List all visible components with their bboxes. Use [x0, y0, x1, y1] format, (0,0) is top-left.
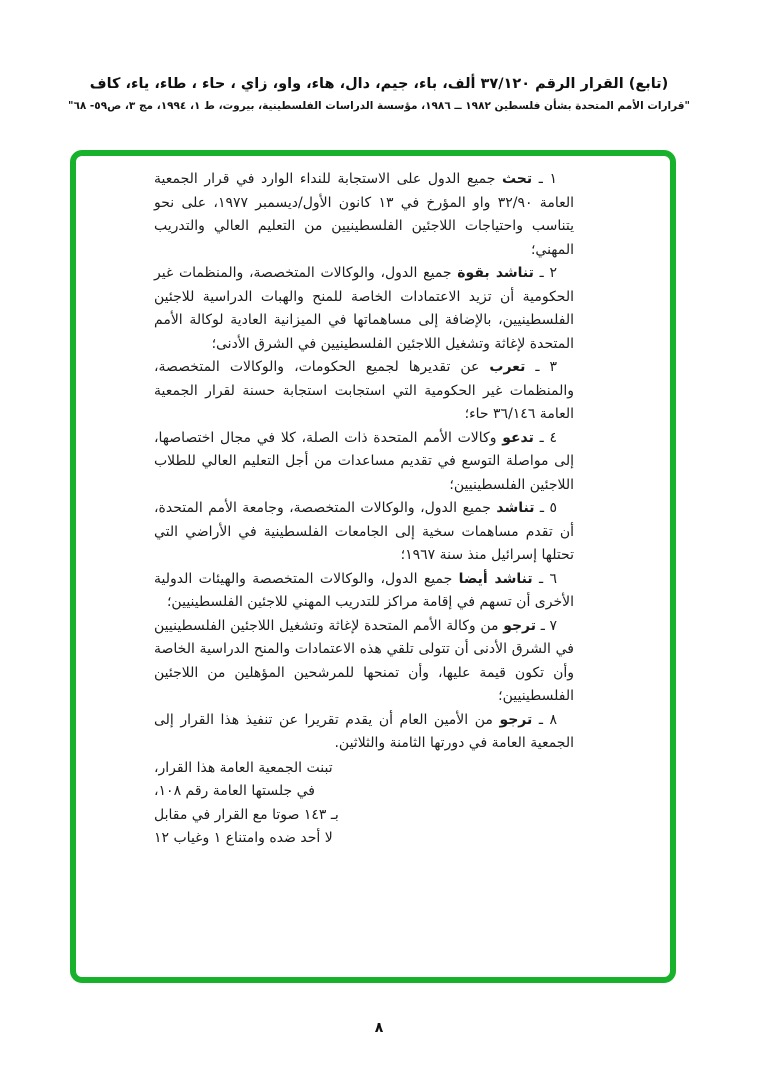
paragraph-lead-verb: تحث	[501, 171, 533, 187]
paragraph-lead-verb: ترجو	[499, 711, 533, 728]
paragraph-number: ٤ ـ	[533, 429, 557, 446]
paragraph-number: ١ ـ	[532, 171, 557, 187]
adoption-note	[154, 757, 574, 851]
page-number: ٨	[374, 1020, 384, 1036]
paragraph-number: ٦ ـ	[532, 570, 557, 587]
resolution-paragraph: ٢ ـ تناشد بقوة جميع الدول، والوكالات المتخصصة، والمنظمات غير الحكومية أن تزيد الاعتمادات الخاصة للمنح والهبات الدراسية للاجئين الفلسطينيين، بالإضافة إلى مساهماتها في الميزانية العادية لوكالة الأمم المتحدة لإغاثة وتشغيل اللاجئين الفلسطينيين في الشرق الأدنى؛	[154, 265, 574, 352]
paragraph-lead-verb: تناشد أيضا	[458, 570, 533, 587]
resolution-paragraph: ١ ـ تحث جميع الدول على الاستجابة للنداء الوارد في قرار الجمعية العامة ٣٢/٩٠ واو المؤرخ في ١٣ كانون الأول/ديسمبر ١٩٧٧، على نحو يتناسب واحتياجات اللاجئين الفلسطينيين من التعليم العالي والتدريب المهني؛	[154, 171, 574, 258]
adoption-note-line: في جلستها العامة رقم ١٠٨،	[154, 783, 315, 799]
adoption-note-line: بـ ١٤٣ صوتا مع القرار في مقابل	[154, 806, 339, 823]
resolution-paragraph: ٤ ـ تدعو وكالات الأمم المتحدة ذات الصلة، كلا في مجال اختصاصها، إلى مواصلة التوسع في تقديم مساعدات من أجل التعليم العالي للطلاب اللاجئين الفلسطينيين؛	[154, 429, 574, 493]
resolution-body	[154, 168, 574, 851]
content-frame	[70, 150, 676, 983]
paragraph-number: ٧ ـ	[536, 617, 557, 634]
source-citation: "قرارات الأمم المتحدة بشأن فلسطين ١٩٨٢ ــ ١٩٨٦، مؤسسة الدراسات الفلسطينية، بيروت، ط ١، ١٩٩٤، مج ٣، ص٥٩- ٦٨"	[67, 100, 691, 112]
resolution-paragraph: ٦ ـ تناشد أيضا جميع الدول، والوكالات المتخصصة والهيئات الدولية الأخرى أن تسهم في إقامة مراكز للتدريب المهني للاجئين الفلسطينيين؛	[154, 570, 574, 610]
adoption-note-line: تبنت الجمعية العامة هذا القرار،	[154, 759, 333, 776]
adoption-note-line: لا أحد ضده وامتناع ١ وغياب ١٢	[154, 830, 333, 846]
resolution-title: (تابع) القرار الرقم ٣٧/١٢٠ ألف، باء، جيم، دال، هاء، واو، زاي ، حاء ، طاء، ياء، كاف	[89, 76, 669, 92]
resolution-paragraph: ٥ ـ تناشد جميع الدول، والوكالات المتخصصة، وجامعة الأمم المتحدة، أن تقدم مساهمات سخية إلى الجامعات الفلسطينية في الأراضي التي تحتلها إسرائيل منذ سنة ١٩٦٧؛	[154, 500, 574, 563]
paragraph-number: ٢ ـ	[533, 265, 557, 281]
paragraph-lead-verb: تناشد بقوة	[457, 265, 534, 281]
paragraph-lead-verb: ترجو	[503, 617, 537, 634]
page-header	[0, 76, 758, 112]
paragraph-number: ٥ ـ	[534, 500, 557, 516]
paragraph-lead-verb: تعرب	[489, 359, 526, 375]
resolution-paragraph: ٨ ـ ترجو من الأمين العام أن يقدم تقريرا عن تنفيذ هذا القرار إلى الجمعية العامة في دورتها الثامنة والثلاثين.	[154, 711, 574, 751]
paragraph-lead-verb: تدعو	[502, 429, 534, 446]
paragraph-number: ٣ ـ	[525, 359, 557, 375]
paragraph-lead-verb: تناشد	[496, 500, 535, 516]
resolution-paragraph: ٣ ـ تعرب عن تقديرها لجميع الحكومات، والوكالات المتخصصة، والمنظمات غير الحكومية التي استجابت استجابة حسنة لقرار الجمعية العامة ٣٦/١٤٦ حاء؛	[154, 359, 574, 422]
resolution-paragraph: ٧ ـ ترجو من وكالة الأمم المتحدة لإغاثة وتشغيل اللاجئين الفلسطينيين في الشرق الأدنى أن تتولى تلقي هذه الاعتمادات والمنح الدراسية الخاصة وأن تكون قيمة عليها، وأن تمنحها للمرشحين المؤهلين من اللاجئين الفلسطينيين؛	[154, 617, 574, 704]
paragraph-number: ٨ ـ	[532, 711, 557, 728]
